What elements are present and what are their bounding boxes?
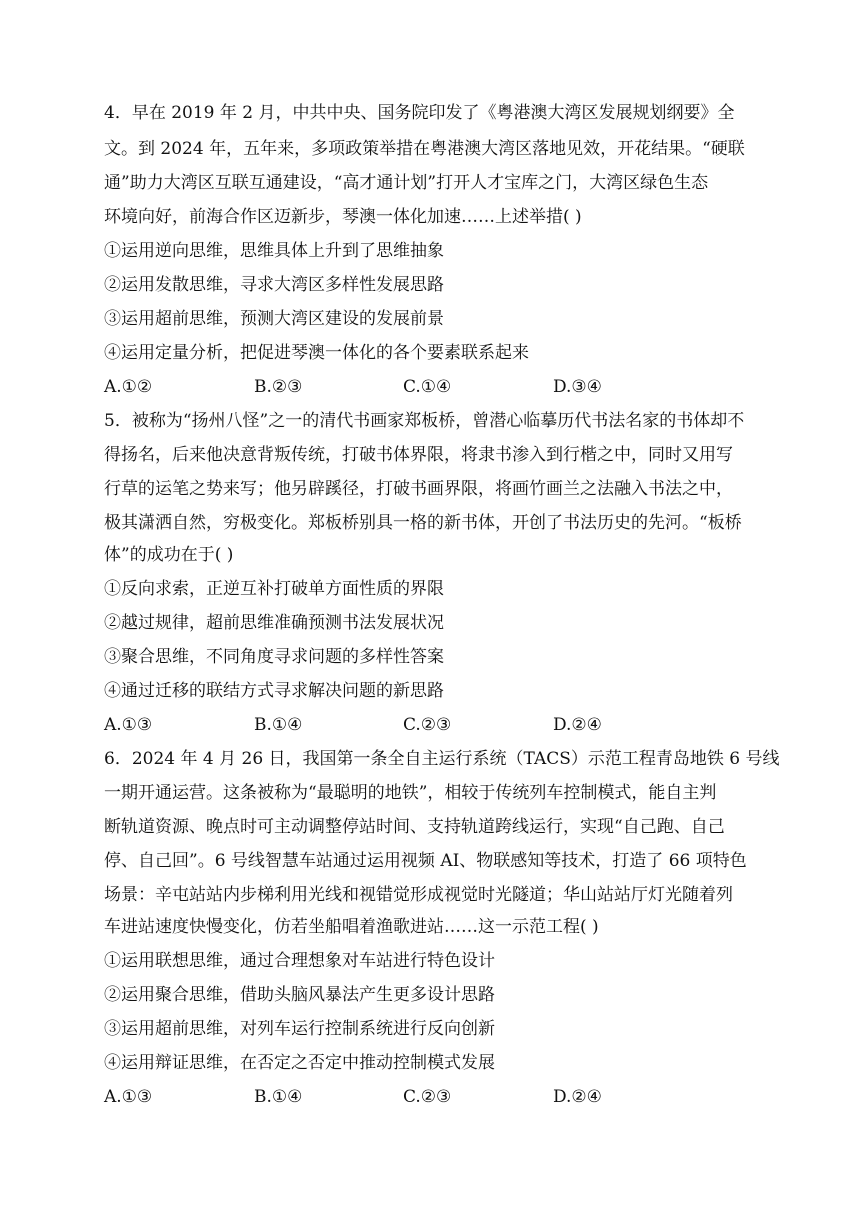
question-6-stem-line-2: 一期开通运营。这条被称为“最聪明的地铁”，相较于传统列车控制模式，能自主判 [104, 783, 717, 803]
question-4-option-b: B.②③ [254, 377, 303, 397]
question-5-stem-line-4: 极其潇洒自然，穷极变化。郑板桥别具一格的新书体，开创了书法历史的先河。“板桥 [104, 513, 742, 533]
question-5-stem-line-1: 5．被称为“扬州八怪”之一的清代书画家郑板桥，曾潜心临摹历代书法名家的书体却不 [104, 411, 745, 431]
question-4-item-3: ③运用超前思维，预测大湾区建设的发展前景 [104, 309, 444, 329]
question-5-item-2: ②越过规律，超前思维准确预测书法发展状况 [104, 613, 444, 633]
question-4-item-4: ④运用定量分析，把促进琴澳一体化的各个要素联系起来 [104, 343, 529, 363]
question-6-stem-line-6: 车进站速度快慢变化，仿若坐船唱着渔歌进站……这一示范工程( ) [104, 917, 599, 937]
question-4-stem-line-3: 通”助力大湾区互联互通建设，“高才通计划”打开人才宝库之门，大湾区绿色生态 [104, 173, 709, 193]
question-4-stem-line-4: 环境向好，前海合作区迈新步，琴澳一体化加速……上述举措( ) [104, 207, 582, 227]
question-4-option-d: D.③④ [553, 377, 602, 397]
question-6-item-2: ②运用聚合思维，借助头脑风暴法产生更多设计思路 [104, 985, 495, 1005]
question-6-item-3: ③运用超前思维，对列车运行控制系统进行反向创新 [104, 1019, 495, 1039]
question-5-option-c: C.②③ [403, 715, 452, 735]
question-6-stem-line-1: 6．2024 年 4 月 26 日，我国第一条全自主运行系统（TACS）示范工程青岛地铁 6 号线 [104, 749, 780, 769]
question-6-stem-line-3: 断轨道资源、晚点时可主动调整停站时间、支持轨道跨线运行，实现“自己跑、自己 [104, 817, 725, 837]
question-6-stem-line-4: 停、自己回”。6 号线智慧车站通过运用视频 AI、物联感知等技术，打造了 66 项特色 [104, 851, 747, 871]
question-4-item-2: ②运用发散思维，寻求大湾区多样性发展思路 [104, 275, 444, 295]
question-4-stem-line-1: 4．早在 2019 年 2 月，中共中央、国务院印发了《粤港澳大湾区发展规划纲要》全 [104, 103, 735, 123]
question-4-item-1: ①运用逆向思维，思维具体上升到了思维抽象 [104, 241, 444, 261]
question-5-option-d: D.②④ [553, 715, 602, 735]
question-4-option-c: C.①④ [403, 377, 452, 397]
question-5-item-1: ①反向求索，正逆互补打破单方面性质的界限 [104, 579, 444, 599]
question-6-item-1: ①运用联想思维，通过合理想象对车站进行特色设计 [104, 951, 495, 971]
question-6-option-d: D.②④ [553, 1087, 602, 1107]
question-6-option-b: B.①④ [254, 1087, 303, 1107]
question-6-option-a: A.①③ [104, 1087, 153, 1107]
question-6-item-4: ④运用辩证思维，在否定之否定中推动控制模式发展 [104, 1053, 495, 1073]
question-5-stem-line-5: 体”的成功在于( ) [104, 545, 234, 565]
question-5-option-b: B.①④ [254, 715, 303, 735]
question-5-stem-line-3: 行草的运笔之势来写；他另辟蹊径，打破书画界限，将画竹画兰之法融入书法之中， [104, 479, 733, 499]
question-4-option-a: A.①② [104, 377, 153, 397]
question-6-stem-line-5: 场景：辛屯站站内步梯利用光线和视错觉形成视觉时光隧道；华山站站厅灯光随着列 [104, 885, 733, 905]
question-5-option-a: A.①③ [104, 715, 153, 735]
question-5-stem-line-2: 得扬名，后来他决意背叛传统，打破书体界限，将隶书渗入到行楷之中，同时又用写 [104, 445, 733, 465]
question-6-option-c: C.②③ [403, 1087, 452, 1107]
question-5-item-4: ④通过迁移的联结方式寻求解决问题的新思路 [104, 681, 444, 701]
question-5-item-3: ③聚合思维，不同角度寻求问题的多样性答案 [104, 647, 444, 667]
question-4-stem-line-2: 文。到 2024 年，五年来，多项政策举措在粤港澳大湾区落地见效，开花结果。“硬联 [104, 139, 745, 159]
